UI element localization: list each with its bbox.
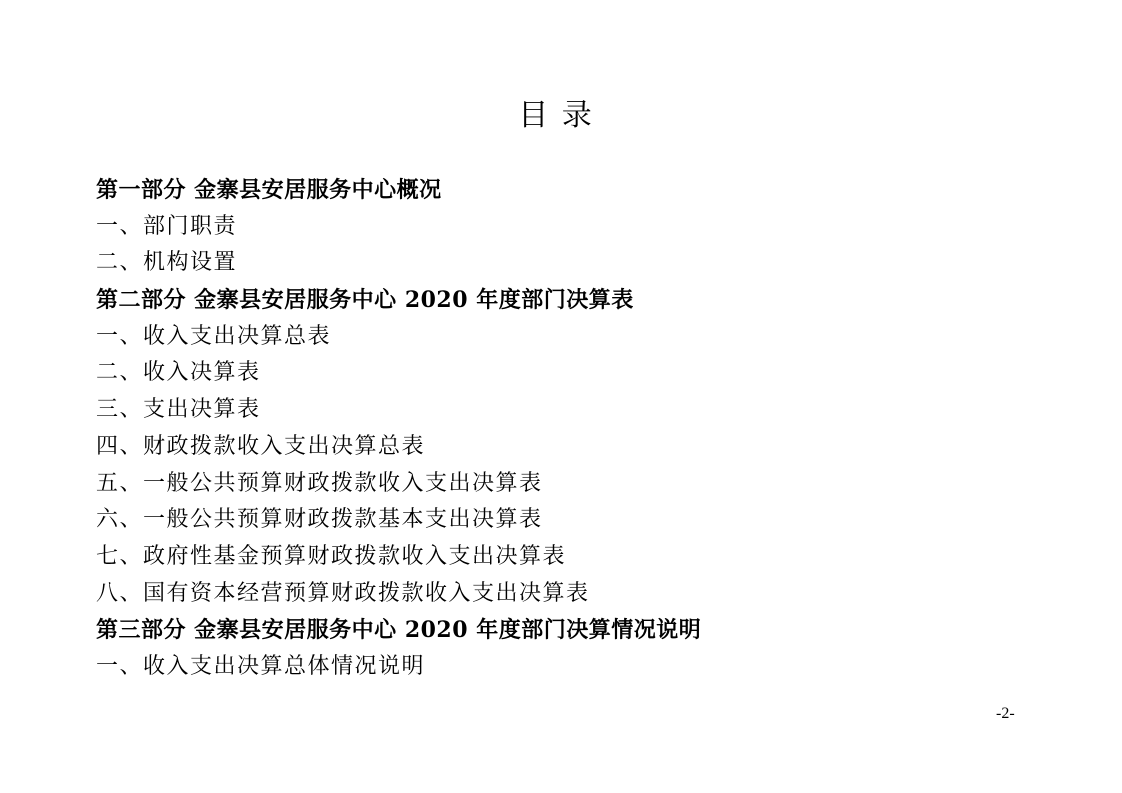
toc-item: 二、机构设置 bbox=[96, 250, 238, 276]
toc-section-heading: 第一部分 金寨县安居服务中心概况 bbox=[96, 177, 442, 203]
toc-item: 七、政府性基金预算财政拨款收入支出决算表 bbox=[96, 543, 567, 569]
toc-item: 一、收入支出决算总体情况说明 bbox=[96, 653, 426, 679]
toc-item: 四、财政拨款收入支出决算总表 bbox=[96, 433, 426, 459]
page-title: 目 录 bbox=[518, 98, 594, 133]
toc-section-heading: 第二部分 金寨县安居服务中心 2020 年度部门决算表 bbox=[96, 287, 634, 314]
toc-item: 一、收入支出决算总表 bbox=[96, 323, 332, 349]
toc-item: 一、部门职责 bbox=[96, 213, 238, 239]
toc-item: 五、一般公共预算财政拨款收入支出决算表 bbox=[96, 470, 543, 496]
toc-item: 八、国有资本经营预算财政拨款收入支出决算表 bbox=[96, 580, 590, 606]
table-of-contents bbox=[96, 172, 701, 686]
page-number: -2- bbox=[996, 705, 1015, 722]
toc-item: 六、一般公共预算财政拨款基本支出决算表 bbox=[96, 507, 543, 533]
toc-item: 三、支出决算表 bbox=[96, 397, 261, 423]
toc-item: 二、收入决算表 bbox=[96, 360, 261, 386]
toc-section-heading: 第三部分 金寨县安居服务中心 2020 年度部门决算情况说明 bbox=[96, 617, 702, 644]
